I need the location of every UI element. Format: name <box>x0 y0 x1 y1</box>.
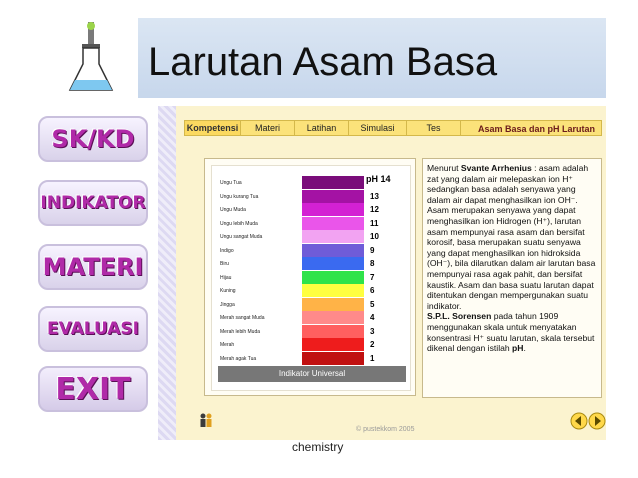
tab-tes[interactable]: Tes <box>407 121 461 135</box>
copyright-text: © pustekkom 2005 <box>356 426 415 433</box>
scale-ph-value: 7 <box>370 272 375 282</box>
scale-color-label: Ungu Muda <box>220 207 246 213</box>
description-text <box>427 163 599 354</box>
tab-materi[interactable]: Materi <box>241 121 295 135</box>
tab-simulasi[interactable]: Simulasi <box>349 121 407 135</box>
scale-color-label: Jingga <box>220 301 235 308</box>
app-window <box>158 106 606 440</box>
desc-p1-a: Menurut <box>427 163 461 173</box>
scale-caption: Indikator Universal <box>218 366 406 382</box>
scale-color-swatch <box>302 257 364 270</box>
desc-p3-end: . <box>523 343 526 354</box>
scale-color-label: Biru <box>220 261 229 267</box>
scale-color-label: Ungu kurang Tua <box>220 193 259 200</box>
decorative-stripe <box>158 106 176 440</box>
nav-button-evaluasi[interactable] <box>38 306 148 352</box>
nav-button-label: EVALUASI <box>46 319 139 339</box>
scale-color-swatch <box>302 203 364 216</box>
scale-ph-value: 6 <box>370 286 375 295</box>
desc-sorensen: S.P.L. Sorensen <box>427 311 492 322</box>
tab-bar <box>184 120 602 136</box>
scale-color-label: Merah sangat Muda <box>220 315 265 321</box>
desc-p3-a: pada tahun 1909 menggunakan skala untuk menyatakan konsentrasi H⁺ suatu larutan, skala tersebut dikenal dengan istilah <box>427 311 595 354</box>
ph-header: pH 14 <box>366 174 391 184</box>
nav-button-indikator[interactable] <box>38 180 148 226</box>
scale-color-label: Indigo <box>220 247 234 254</box>
nav-button-exit[interactable] <box>38 366 148 412</box>
scale-color-swatch <box>302 217 364 230</box>
nav-button-label: EXIT <box>55 371 131 407</box>
scale-ph-value: 4 <box>370 313 375 322</box>
scale-ph-value: 8 <box>370 259 375 268</box>
nav-button-label: SK/KD <box>51 125 135 153</box>
scale-ph-value: 10 <box>370 232 379 241</box>
scale-color-swatch <box>302 325 364 338</box>
prev-arrow-icon[interactable] <box>571 413 587 429</box>
footer-text: chemistry <box>292 440 344 454</box>
scale-color-swatch <box>302 311 364 324</box>
desc-arrhenius: Svante Arrhenius <box>460 163 532 173</box>
desc-p1-b: : asam adalah zat yang dalam air melepaskan ion H⁺ sedangkan basa adalah senyawa yang dalam air dapat menghasilkan ion OH⁻. <box>427 163 589 205</box>
scale-ph-value: 11 <box>370 218 379 228</box>
scale-color-label: Hijau <box>220 274 232 281</box>
scale-ph-value: 9 <box>370 245 375 255</box>
app-content <box>176 106 606 440</box>
scale-color-label: Ungu lebih Muda <box>220 220 258 227</box>
people-icon[interactable] <box>198 412 214 428</box>
scale-color-swatch <box>302 352 364 365</box>
scale-ph-value: 13 <box>370 191 379 201</box>
slide-header <box>0 0 638 100</box>
scale-color-label: Merah lebih Muda <box>220 328 261 335</box>
ph-scale-panel <box>204 158 416 396</box>
scale-color-swatch <box>302 271 364 284</box>
scale-ph-value: 1 <box>370 353 375 363</box>
scale-color-label: Ungu sangat Muda <box>220 234 263 240</box>
scale-color-label: Ungu Tua <box>220 180 242 186</box>
scale-color-swatch <box>302 190 364 203</box>
nav-button-label: MATERI <box>42 253 144 281</box>
scale-color-label: Merah <box>220 342 235 348</box>
tab-latihan[interactable]: Latihan <box>295 121 349 135</box>
scale-ph-value: 3 <box>370 326 375 336</box>
scale-color-swatch <box>302 230 364 243</box>
next-arrow-icon[interactable] <box>589 413 605 429</box>
desc-p2: Asam merupakan senyawa yang dapat menghasilkan ion Hidrogen (H⁺), larutan asam mempunyai rasa asam dan bersifat korosif, basa merupakan suatu senyawa yang dapat menghasilkan ion hidroksida (OH⁻), bila dilarutkan dalam air larutan basa mempunyai rasa agak pahit, dan bersifat kaustik. Asam dan basa suatu larutan dapat ditentukan dengan mempergunakan suatu indikator. <box>427 205 596 311</box>
page-nav-arrows <box>570 412 606 430</box>
scale-ph-value: 12 <box>370 205 379 214</box>
scale-color-swatch <box>302 298 364 311</box>
description-panel <box>422 158 602 398</box>
scale-color-swatch <box>302 176 364 189</box>
scale-color-label: Merah agak Tua <box>220 355 257 362</box>
scale-ph-value: 2 <box>370 340 375 349</box>
ph-scale <box>211 165 411 391</box>
nav-button-label: INDIKATOR <box>40 193 146 213</box>
flask-icon <box>42 18 132 98</box>
nav-button-materi[interactable] <box>38 244 148 290</box>
scale-color-swatch <box>302 244 364 257</box>
page-caption: Asam Basa dan pH Larutan <box>477 124 595 134</box>
desc-ph: pH <box>512 343 524 354</box>
slide-title: Larutan Asam Basa <box>148 40 498 84</box>
nav-button-skkd[interactable] <box>38 116 148 162</box>
tab-kompetensi[interactable]: Kompetensi <box>185 121 241 135</box>
scale-ph-value: 5 <box>370 299 375 309</box>
scale-color-swatch <box>302 284 364 297</box>
scale-color-swatch <box>302 338 364 351</box>
scale-color-label: Kuning <box>220 288 236 294</box>
